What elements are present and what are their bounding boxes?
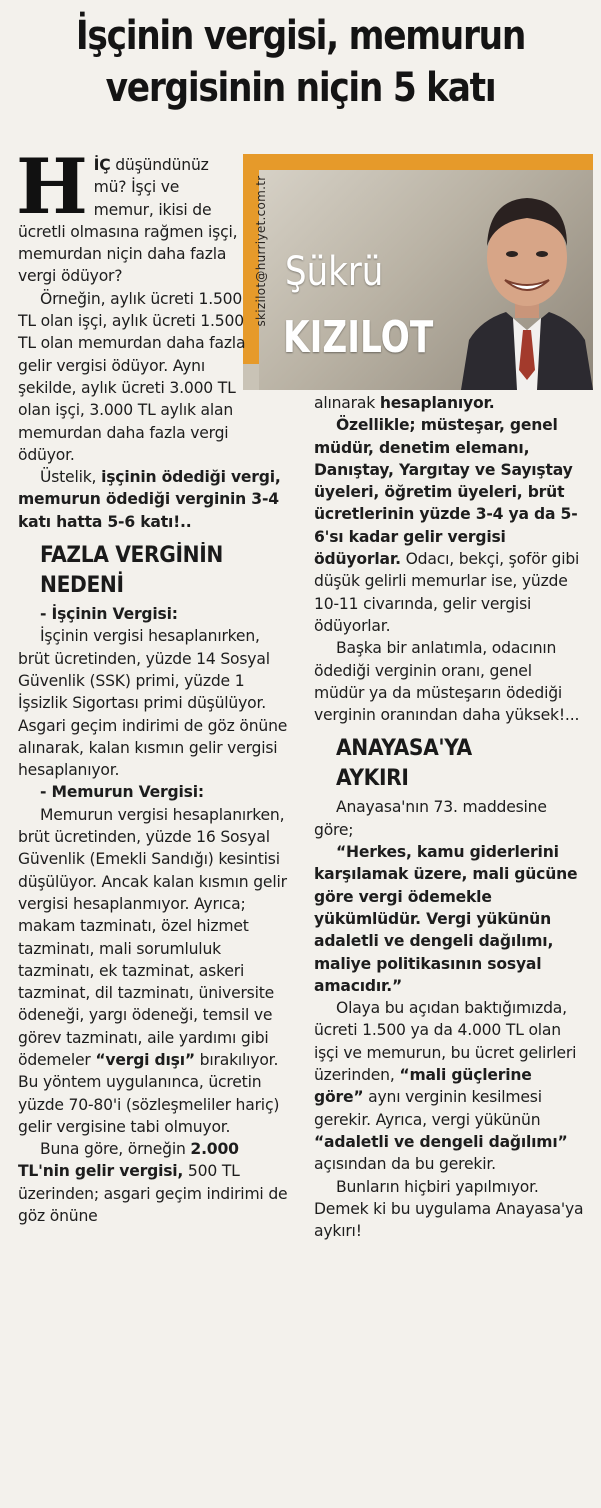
other-words-paragraph: Başka bir anlatımla, odacının ödediği verginin oranı, genel müdür ya da müsteşarın ödediği verginin oranından daha yüksek!...	[314, 639, 580, 725]
view-text-3: açısından da bu gerekir.	[314, 1155, 496, 1174]
constitution-intro: Anayasa'nın 73. maddesine göre;	[314, 798, 547, 839]
officer-tax-text: Memurun vergisi hesaplanırken, brüt ücretinden, yüzde 16 Sosyal Güvenlik (Emekli Sandığı) kesintisi düşülüyor. Ancak kalan kısmın gelir vergisi hesaplanmıyor. Ayrıca; makam tazminatı, özel hizmet tazminatı, mali sorumluluk tazminatı, ek tazminat, askeri tazminat, dil tazminatı, üniversite ödeneği, yargı ödeneği, temsil ve görev tazminatı, aile yardımı gibi ödemeler	[18, 805, 287, 1069]
subhead-constitution: ANAYASA'YA AYKIRI	[336, 736, 472, 792]
intro-lead: İÇ	[93, 156, 111, 174]
author-portrait	[461, 180, 593, 390]
view-bold-1: “mali güçlerine göre”	[314, 1066, 532, 1107]
view-bold-2: “adaletli ve dengeli dağılımı”	[314, 1132, 568, 1151]
author-box	[243, 154, 593, 390]
officer-tax-bold: “vergi dışı”	[95, 1050, 195, 1069]
example-paragraph: Örneğin, aylık ücreti 1.500 TL olan işçi, aylık ücreti 1.500 TL olan memurdan daha fazla gelir vergisi ödüyor. Aynı şekilde, aylık ücreti 3.000 TL olan işçi, 3.000 TL aylık alan memurdan daha fazla vergi ödüyor.	[18, 289, 246, 464]
continuation-text: alınarak	[314, 394, 380, 412]
continuation-bold: hesaplanıyor.	[379, 394, 495, 412]
author-email: skizilot@hurriyet.com.tr	[254, 175, 268, 327]
officer-tax-paragraph	[18, 804, 288, 1138]
officer-tax-text-end: bırakılıyor. Bu yöntem uygulanınca, ücretin yüzde 70-80'i (sözleşmeliler hariç) gelir vergisine tabi olmuyor.	[18, 1050, 280, 1136]
dropcap: H	[16, 142, 88, 231]
worker-tax-label: - İşçinin Vergisi:	[40, 605, 178, 624]
intro-text: düşündünüz mü? İşçi ve memur, ikisi de ücretli olmasına rağmen işçi, memurdan niçin daha fazla vergi ödüyor?	[18, 156, 238, 286]
especially-bold: Özellikle; müsteşar, genel müdür, denetim elemanı, Danıştay, Yargıtay ve Sayıştay üyeleri, öğretim üyeleri, brüt ücretlerinin yüzde 3-4 ya da 5-6'sı kadar gelir vergisi ödüyorlar.	[314, 416, 578, 569]
author-last-name: KIZILOT	[283, 312, 434, 363]
left-column	[16, 142, 288, 1227]
headline-line-2: vergisinin niçin 5 katı	[105, 65, 496, 111]
headline-line-1: İşçinin vergisi, memurun	[75, 13, 526, 59]
example-2000-text-end: 500 TL üzerinden; asgari geçim indirimi de göz önüne	[18, 1162, 288, 1226]
view-text-1: Olaya bu açıdan baktığımızda, ücreti 1.500 ya da 4.000 TL olan işçi ve memurun, bu ücret gelirleri üzerinden,	[314, 999, 577, 1085]
moreover-bold: işçinin ödediği vergi, memurun ödediği verginin 3-4 katı hatta 5-6 katı!..	[18, 468, 281, 531]
especially-paragraph	[314, 414, 584, 637]
especially-text: Odacı, bekçi, şoför gibi düşük gelirli memurlar ise, yüzde 10-11 civarında, gelir vergisi ödüyorlar.	[314, 550, 580, 635]
subhead-reason: FAZLA VERGİNİN NEDENİ	[40, 543, 223, 599]
example-2000-paragraph	[18, 1138, 288, 1227]
author-first-name: Şükrü	[285, 249, 384, 295]
example-2000-bold: 2.000 TL'nin gelir vergisi,	[18, 1140, 239, 1181]
continuation-paragraph	[314, 392, 584, 414]
headline	[42, 10, 559, 114]
intro-paragraph	[16, 142, 240, 288]
example-2000-text: Buna göre, örneğin	[40, 1140, 191, 1159]
officer-tax-label: - Memurun Vergisi:	[40, 783, 204, 802]
right-column	[314, 392, 584, 1242]
worker-tax-text: İşçinin vergisi hesaplanırken, brüt ücretinden, yüzde 14 Sosyal Güvenlik (SSK) primi, yüzde 1 İşsizlik Sigortası primi düşülüyor. Asgari geçim indirimi de göz önüne alınarak, kalan kısmın gelir vergisi hesaplanıyor.	[18, 627, 288, 780]
view-text-2: aynı verginin kesilmesi gerekir. Ayrıca, vergi yükünün	[314, 1088, 542, 1129]
accent-bar-horizontal	[259, 154, 593, 170]
view-paragraph	[314, 997, 584, 1175]
constitution-quote: “Herkes, kamu giderlerini karşılamak üzere, mali gücüne göre vergi ödemekle yükümlüdür. Vergi yükünün adaletli ve dengeli dağılımı, maliye politikasının sosyal amacıdır.”	[314, 843, 578, 995]
moreover-text: Üstelik,	[40, 468, 102, 487]
closing-paragraph: Bunların hiçbiri yapılmıyor. Demek ki bu uygulama Anayasa'ya aykırı!	[314, 1177, 584, 1241]
moreover-paragraph	[18, 466, 288, 533]
